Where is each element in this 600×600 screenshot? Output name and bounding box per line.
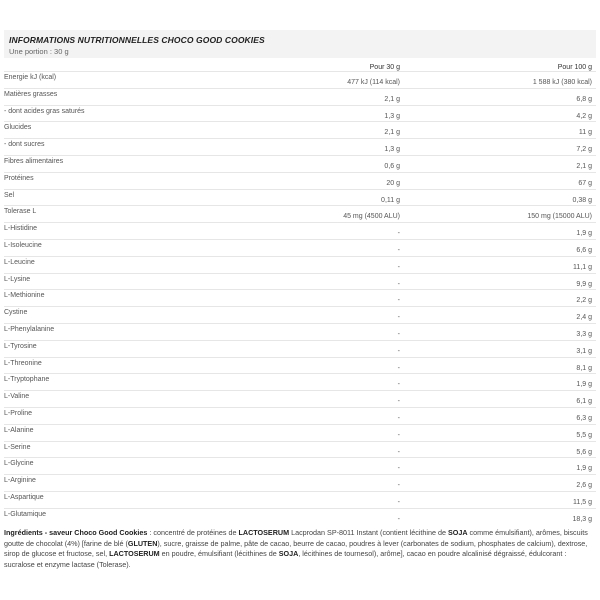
value-per-100g: 5,5 g xyxy=(576,431,592,439)
table-row xyxy=(4,491,596,508)
nutrient-name: Protéines xyxy=(4,174,34,182)
nutrient-name: L-Methionine xyxy=(4,292,45,300)
row-divider xyxy=(4,323,596,324)
nutrient-name: L-Proline xyxy=(4,409,33,417)
row-divider xyxy=(4,357,596,358)
nutrient-name: Matières grasses xyxy=(4,90,58,98)
value-per-100g: 5,6 g xyxy=(576,448,592,456)
row-divider xyxy=(4,88,596,89)
table-row xyxy=(4,189,596,206)
column-header-per-100g: Pour 100 g xyxy=(557,64,592,71)
row-divider xyxy=(4,508,596,509)
value-per-portion: - xyxy=(397,314,400,322)
row-divider xyxy=(4,474,596,475)
ingredients-text xyxy=(4,528,592,570)
row-divider xyxy=(4,407,596,408)
ingredient-highlight: GLUTEN xyxy=(127,538,158,548)
ingredient-highlight: LACTOSERUM xyxy=(238,528,290,537)
page-title: INFORMATIONS NUTRITIONNELLES CHOCO GOOD COOKIES xyxy=(9,35,265,45)
value-per-100g: 1,9 g xyxy=(576,465,592,473)
nutrient-name: - dont sucres xyxy=(4,141,45,149)
table-row xyxy=(4,172,596,189)
row-divider xyxy=(4,306,596,307)
value-per-portion: 0,11 g xyxy=(381,196,400,204)
table-row xyxy=(4,88,596,105)
value-per-portion: - xyxy=(397,347,400,355)
table-row xyxy=(4,273,596,290)
value-per-100g: 3,1 g xyxy=(576,347,592,355)
value-per-portion: - xyxy=(397,482,400,490)
table-row xyxy=(4,155,596,172)
value-per-100g: 2,2 g xyxy=(576,297,592,305)
value-per-100g: 11,1 g xyxy=(573,263,592,271)
table-row xyxy=(4,239,596,256)
value-per-100g: 6,6 g xyxy=(576,246,592,254)
value-per-portion: - xyxy=(397,230,400,238)
ingredient-highlight: LACTOSERUM xyxy=(109,549,160,558)
nutrient-name: Tolerase L xyxy=(4,208,37,216)
value-per-portion: - xyxy=(397,330,400,338)
value-per-portion: - xyxy=(397,515,400,523)
nutrient-name: Energie kJ (kcal) xyxy=(4,74,57,81)
value-per-100g: 0,38 g xyxy=(572,196,592,204)
nutrient-name: L-Lysine xyxy=(4,275,31,283)
value-per-portion: 1,3 g xyxy=(384,112,400,120)
ingredient-highlight: Ingrédients - saveur Choco Good Cookies xyxy=(4,528,148,537)
ingredient-text: Lacprodan SP-8011 Instant (contient lécithine de xyxy=(289,528,448,537)
table-row xyxy=(4,222,596,239)
portion-label: Une portion : 30 g xyxy=(9,47,69,56)
value-per-portion: 20 g xyxy=(386,179,400,187)
nutrient-name: L-Arginine xyxy=(4,477,36,485)
row-divider xyxy=(4,256,596,257)
value-per-portion: - xyxy=(397,263,400,271)
value-per-100g: 6,3 g xyxy=(576,414,592,422)
nutrient-name: L-Histidine xyxy=(4,225,38,233)
row-divider xyxy=(4,105,596,106)
row-divider xyxy=(4,491,596,492)
table-row xyxy=(4,340,596,357)
value-per-portion: - xyxy=(397,465,400,473)
value-per-100g: 1 588 kJ (380 kcal) xyxy=(532,79,592,86)
value-per-portion: - xyxy=(397,381,400,389)
value-per-portion: - xyxy=(397,498,400,506)
table-row xyxy=(4,121,596,138)
nutrient-name: L-Tyrosine xyxy=(4,342,37,350)
nutrient-name: L-Phenylalanine xyxy=(4,325,55,333)
value-per-100g: 8,1 g xyxy=(576,364,592,372)
table-row xyxy=(4,105,596,122)
value-per-100g: 67 g xyxy=(578,179,592,187)
row-divider xyxy=(4,373,596,374)
value-per-100g: 11 g xyxy=(578,129,592,137)
nutrient-name: L-Serine xyxy=(4,443,31,451)
value-per-portion: 2,1 g xyxy=(384,129,400,137)
value-per-100g: 2,4 g xyxy=(576,314,592,322)
table-row xyxy=(4,323,596,340)
value-per-100g: 1,9 g xyxy=(576,230,592,238)
ingredient-highlight: SOJA xyxy=(447,528,468,537)
table-row xyxy=(4,138,596,155)
value-per-100g: 7,2 g xyxy=(576,146,592,154)
nutrient-name: - dont acides gras saturés xyxy=(4,107,85,115)
value-per-100g: 150 mg (15000 ALU) xyxy=(527,213,592,221)
row-divider xyxy=(4,340,596,341)
value-per-100g: 6,8 g xyxy=(576,95,592,103)
table-row xyxy=(4,256,596,273)
ingredient-text: ), sucre, graisse de palme, pâte de cacao, beurre de cacao, poudres à lever (carbonates de sodium, phosphates de calcium), dextrose, sirop de glucose et fructose, sel, xyxy=(4,538,588,558)
nutrient-name: L-Threonine xyxy=(4,359,42,367)
value-per-portion: 1,3 g xyxy=(384,146,400,154)
row-divider xyxy=(4,390,596,391)
value-per-portion: - xyxy=(397,398,400,406)
ingredient-text: : concentré de protéines de xyxy=(147,528,239,537)
row-divider xyxy=(4,273,596,274)
nutrient-name: L-Aspartique xyxy=(4,493,44,501)
row-divider xyxy=(4,239,596,240)
value-per-100g: 4,2 g xyxy=(576,112,592,120)
row-divider xyxy=(4,71,596,72)
value-per-portion: - xyxy=(397,297,400,305)
value-per-100g: 1,9 g xyxy=(576,381,592,389)
nutrient-name: L-Leucine xyxy=(4,258,35,266)
ingredient-text: comme émulsifiant), arômes, biscuits goutte de chocolat (4%) [farine de blé ( xyxy=(4,528,588,548)
row-divider xyxy=(4,424,596,425)
nutrient-name: Fibres alimentaires xyxy=(4,157,64,165)
value-per-100g: 2,6 g xyxy=(576,482,592,490)
value-per-portion: 0,6 g xyxy=(384,162,400,170)
table-row xyxy=(4,407,596,424)
table-row xyxy=(4,474,596,491)
nutrient-name: L-Glycine xyxy=(4,460,34,468)
table-row xyxy=(4,205,596,222)
ingredient-highlight: SOJA xyxy=(278,549,299,558)
table-row xyxy=(4,457,596,474)
value-per-100g: 9,9 g xyxy=(576,280,592,288)
table-row xyxy=(4,441,596,458)
nutrient-name: L-Glutamique xyxy=(4,510,47,518)
nutrient-name: L-Isoleucine xyxy=(4,241,42,249)
row-divider xyxy=(4,441,596,442)
nutrient-name: Glucides xyxy=(4,124,32,132)
row-divider xyxy=(4,121,596,122)
value-per-portion: - xyxy=(397,364,400,372)
column-headers xyxy=(4,58,596,71)
row-divider xyxy=(4,289,596,290)
table-row xyxy=(4,71,596,88)
value-per-100g: 18,3 g xyxy=(572,515,592,523)
value-per-100g: 6,1 g xyxy=(576,398,592,406)
table-row xyxy=(4,306,596,323)
nutrient-name: L-Valine xyxy=(4,393,30,401)
nutrient-name: L-Alanine xyxy=(4,426,34,434)
value-per-portion: 45 mg (4500 ALU) xyxy=(343,213,400,221)
nutrition-table xyxy=(4,71,596,525)
row-divider xyxy=(4,155,596,156)
nutrient-name: Sel xyxy=(4,191,15,199)
value-per-portion: - xyxy=(397,431,400,439)
ingredient-text: , lécithines de tournesol), arôme], cacao en poudre alcalinisé dégraissé, édulcorant : sucralose et enzyme lactase (Tolerase). xyxy=(4,549,567,569)
value-per-100g: 2,1 g xyxy=(576,162,592,170)
row-divider xyxy=(4,205,596,206)
value-per-portion: - xyxy=(397,280,400,288)
ingredient-text: en poudre, émulsifiant (lécithines de xyxy=(159,549,279,558)
nutrient-name: Cystine xyxy=(4,309,28,317)
value-per-portion: 2,1 g xyxy=(384,95,400,103)
nutrient-name: L-Tryptophane xyxy=(4,376,50,384)
row-divider xyxy=(4,189,596,190)
table-row xyxy=(4,508,596,525)
table-row xyxy=(4,390,596,407)
table-row xyxy=(4,289,596,306)
column-header-per-portion: Pour 30 g xyxy=(369,64,400,71)
value-per-100g: 11,5 g xyxy=(573,498,592,506)
row-divider xyxy=(4,222,596,223)
value-per-portion: - xyxy=(397,414,400,422)
row-divider xyxy=(4,138,596,139)
row-divider xyxy=(4,457,596,458)
table-row xyxy=(4,357,596,374)
value-per-100g: 3,3 g xyxy=(576,330,592,338)
table-row xyxy=(4,373,596,390)
value-per-portion: 477 kJ (114 kcal) xyxy=(347,79,400,86)
value-per-portion: - xyxy=(397,448,400,456)
value-per-portion: - xyxy=(397,246,400,254)
table-row xyxy=(4,424,596,441)
row-divider xyxy=(4,172,596,173)
